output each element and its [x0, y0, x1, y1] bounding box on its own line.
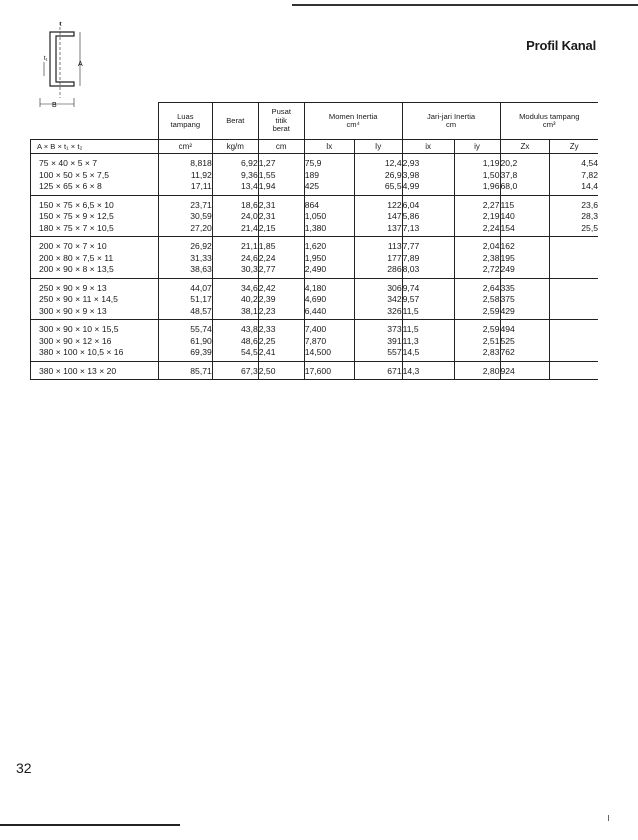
value-cell: [550, 347, 598, 361]
value-cell: 137: [354, 223, 402, 237]
table-row: [31, 237, 599, 253]
diagram-label-b: B: [52, 102, 57, 109]
value-cell: 61,90: [158, 336, 212, 348]
value-cell: 762: [500, 347, 550, 361]
table-row: [31, 170, 599, 182]
value-cell: 40,2: [212, 294, 258, 306]
value-cell: 8,03: [402, 264, 454, 278]
value-cell: 48,57: [158, 306, 212, 320]
channel-profile-table: [30, 102, 598, 380]
value-cell: 1,27: [258, 154, 304, 170]
unit-ix: Ix: [304, 140, 354, 154]
value-cell: 2,33: [258, 320, 304, 336]
value-cell: 38,63: [158, 264, 212, 278]
value-cell: [550, 253, 598, 265]
value-cell: 11,5: [402, 306, 454, 320]
value-cell: 14,5: [402, 347, 454, 361]
header-pusat: Pusat titik berat: [258, 103, 304, 140]
value-cell: 21,4: [212, 223, 258, 237]
value-cell: 7,89: [402, 253, 454, 265]
value-cell: 2,24: [258, 253, 304, 265]
value-cell: 2,25: [258, 336, 304, 348]
unit-iy: Iy: [354, 140, 402, 154]
profile-size-cell: 380 × 100 × 13 × 20: [31, 361, 159, 380]
value-cell: 14,3: [402, 361, 454, 380]
header-berat: Berat: [212, 103, 258, 140]
diagram-label-t1: t₁: [44, 56, 48, 62]
table-body: [31, 154, 599, 380]
value-cell: 2,51: [454, 336, 500, 348]
value-cell: 51,17: [158, 294, 212, 306]
table-row: [31, 320, 599, 336]
table-row: [31, 253, 599, 265]
value-cell: 48,6: [212, 336, 258, 348]
value-cell: 4,180: [304, 278, 354, 294]
edge-mark: [608, 815, 609, 821]
value-cell: 335: [500, 278, 550, 294]
table-row: [31, 306, 599, 320]
value-cell: 2,80: [454, 361, 500, 380]
table-row: [31, 336, 599, 348]
value-cell: 525: [500, 336, 550, 348]
value-cell: 9,74: [402, 278, 454, 294]
value-cell: 140: [500, 211, 550, 223]
profile-size-cell: 250 × 90 × 11 × 14,5: [31, 294, 159, 306]
value-cell: 1,19: [454, 154, 500, 170]
value-cell: 425: [304, 181, 354, 195]
value-cell: 375: [500, 294, 550, 306]
value-cell: 13,4: [212, 181, 258, 195]
value-cell: 4,690: [304, 294, 354, 306]
value-cell: 1,380: [304, 223, 354, 237]
unit-zy: Zy: [550, 140, 598, 154]
value-cell: 24,0: [212, 211, 258, 223]
value-cell: 373: [354, 320, 402, 336]
value-cell: 122: [354, 195, 402, 211]
value-cell: 2,59: [454, 306, 500, 320]
value-cell: 28,3: [550, 211, 598, 223]
diagram-label-t: t: [60, 22, 62, 28]
table-row: [31, 294, 599, 306]
unit-zx: Zx: [500, 140, 550, 154]
value-cell: 326: [354, 306, 402, 320]
header-luas: Luas tampang: [158, 103, 212, 140]
value-cell: 2,58: [454, 294, 500, 306]
value-cell: 31,33: [158, 253, 212, 265]
value-cell: 6,04: [402, 195, 454, 211]
value-cell: 2,39: [258, 294, 304, 306]
value-cell: 11,5: [402, 320, 454, 336]
value-cell: 154: [500, 223, 550, 237]
value-cell: 9,57: [402, 294, 454, 306]
table-row: [31, 181, 599, 195]
value-cell: 1,55: [258, 170, 304, 182]
value-cell: 2,93: [402, 154, 454, 170]
value-cell: 2,24: [454, 223, 500, 237]
value-cell: 1,950: [304, 253, 354, 265]
bottom-rule: [0, 824, 180, 826]
value-cell: 26,9: [354, 170, 402, 182]
profile-size-cell: 200 × 90 × 8 × 13,5: [31, 264, 159, 278]
table-row: [31, 264, 599, 278]
value-cell: 342: [354, 294, 402, 306]
unit-rx: ix: [402, 140, 454, 154]
value-cell: 2,15: [258, 223, 304, 237]
value-cell: 671: [354, 361, 402, 380]
value-cell: 20,2: [500, 154, 550, 170]
value-cell: 14,500: [304, 347, 354, 361]
value-cell: 2,38: [454, 253, 500, 265]
profile-size-cell: 75 × 40 × 5 × 7: [31, 154, 159, 170]
value-cell: 55,74: [158, 320, 212, 336]
value-cell: 38,1: [212, 306, 258, 320]
value-cell: 65,5: [354, 181, 402, 195]
value-cell: 195: [500, 253, 550, 265]
value-cell: 85,71: [158, 361, 212, 380]
value-cell: 306: [354, 278, 402, 294]
value-cell: 26,92: [158, 237, 212, 253]
value-cell: 2,31: [258, 211, 304, 223]
value-cell: 6,92: [212, 154, 258, 170]
value-cell: 249: [500, 264, 550, 278]
units-row: [31, 140, 599, 154]
value-cell: 30,3: [212, 264, 258, 278]
value-cell: 2,27: [454, 195, 500, 211]
value-cell: 557: [354, 347, 402, 361]
value-cell: 21,1: [212, 237, 258, 253]
value-cell: 34,6: [212, 278, 258, 294]
value-cell: 2,23: [258, 306, 304, 320]
profile-size-cell: 100 × 50 × 5 × 7,5: [31, 170, 159, 182]
value-cell: 2,77: [258, 264, 304, 278]
value-cell: 75,9: [304, 154, 354, 170]
value-cell: 1,96: [454, 181, 500, 195]
profile-size-cell: 300 × 90 × 9 × 13: [31, 306, 159, 320]
header-modulus: Modulus tampang cm³: [500, 103, 598, 140]
profile-size-cell: 250 × 90 × 9 × 13: [31, 278, 159, 294]
value-cell: [550, 264, 598, 278]
value-cell: 6,440: [304, 306, 354, 320]
value-cell: 14,4: [550, 181, 598, 195]
value-cell: 4,54: [550, 154, 598, 170]
value-cell: 23,6: [550, 195, 598, 211]
value-cell: 69,39: [158, 347, 212, 361]
value-cell: 177: [354, 253, 402, 265]
table-row: [31, 361, 599, 380]
unit-luas: cm²: [158, 140, 212, 154]
value-cell: 7,870: [304, 336, 354, 348]
unit-dim: A × B × t₁ × t₂: [31, 140, 159, 154]
value-cell: 1,050: [304, 211, 354, 223]
profile-size-cell: 150 × 75 × 6,5 × 10: [31, 195, 159, 211]
value-cell: [550, 237, 598, 253]
value-cell: 2,50: [258, 361, 304, 380]
table-row: [31, 195, 599, 211]
value-cell: 2,42: [258, 278, 304, 294]
value-cell: 30,59: [158, 211, 212, 223]
value-cell: [550, 278, 598, 294]
value-cell: 2,490: [304, 264, 354, 278]
value-cell: 9,36: [212, 170, 258, 182]
table-row: [31, 278, 599, 294]
value-cell: 11,92: [158, 170, 212, 182]
value-cell: 2,59: [454, 320, 500, 336]
value-cell: 286: [354, 264, 402, 278]
value-cell: 17,600: [304, 361, 354, 380]
value-cell: 67,3: [212, 361, 258, 380]
value-cell: 162: [500, 237, 550, 253]
value-cell: [550, 336, 598, 348]
profile-size-cell: 200 × 70 × 7 × 10: [31, 237, 159, 253]
value-cell: 2,41: [258, 347, 304, 361]
value-cell: 11,3: [402, 336, 454, 348]
unit-berat: kg/m: [212, 140, 258, 154]
value-cell: 113: [354, 237, 402, 253]
header-jari: Jari-jari Inertia cm: [402, 103, 500, 140]
table-row: [31, 154, 599, 170]
value-cell: 189: [304, 170, 354, 182]
value-cell: 924: [500, 361, 550, 380]
profile-size-cell: 150 × 75 × 9 × 12,5: [31, 211, 159, 223]
header-row: [31, 103, 599, 140]
value-cell: 7,82: [550, 170, 598, 182]
profile-size-cell: 180 × 75 × 7 × 10,5: [31, 223, 159, 237]
value-cell: 68,0: [500, 181, 550, 195]
value-cell: 7,400: [304, 320, 354, 336]
diagram-label-a: A: [78, 61, 83, 68]
value-cell: 7,77: [402, 237, 454, 253]
value-cell: 18,6: [212, 195, 258, 211]
value-cell: 115: [500, 195, 550, 211]
value-cell: 7,13: [402, 223, 454, 237]
value-cell: 23,71: [158, 195, 212, 211]
value-cell: 12,4: [354, 154, 402, 170]
table-row: [31, 223, 599, 237]
unit-pusat: cm: [258, 140, 304, 154]
value-cell: 391: [354, 336, 402, 348]
value-cell: 5,86: [402, 211, 454, 223]
value-cell: 24,6: [212, 253, 258, 265]
header-momen: Momen Inertia cm⁴: [304, 103, 402, 140]
value-cell: 17,11: [158, 181, 212, 195]
value-cell: 2,83: [454, 347, 500, 361]
value-cell: 37,8: [500, 170, 550, 182]
value-cell: [550, 306, 598, 320]
value-cell: 494: [500, 320, 550, 336]
page-number: 32: [16, 760, 32, 776]
value-cell: [550, 361, 598, 380]
value-cell: 2,04: [454, 237, 500, 253]
table-row: [31, 347, 599, 361]
page-title: Profil Kanal: [526, 38, 596, 53]
value-cell: 4,99: [402, 181, 454, 195]
header-blank: [31, 103, 159, 140]
value-cell: 54,5: [212, 347, 258, 361]
table-row: [31, 211, 599, 223]
profile-size-cell: 380 × 100 × 10,5 × 16: [31, 347, 159, 361]
value-cell: 27,20: [158, 223, 212, 237]
value-cell: 2,19: [454, 211, 500, 223]
value-cell: 1,620: [304, 237, 354, 253]
value-cell: 43,8: [212, 320, 258, 336]
value-cell: 2,31: [258, 195, 304, 211]
profile-size-cell: 300 × 90 × 12 × 16: [31, 336, 159, 348]
value-cell: 1,94: [258, 181, 304, 195]
top-rule: [292, 4, 638, 6]
profile-size-cell: 200 × 80 × 7,5 × 11: [31, 253, 159, 265]
value-cell: 1,85: [258, 237, 304, 253]
profile-size-cell: 125 × 65 × 6 × 8: [31, 181, 159, 195]
unit-ry: iy: [454, 140, 500, 154]
value-cell: 1,50: [454, 170, 500, 182]
value-cell: 429: [500, 306, 550, 320]
value-cell: 2,72: [454, 264, 500, 278]
profile-size-cell: 300 × 90 × 10 × 15,5: [31, 320, 159, 336]
value-cell: 2,64: [454, 278, 500, 294]
value-cell: 8,818: [158, 154, 212, 170]
value-cell: 44,07: [158, 278, 212, 294]
value-cell: [550, 320, 598, 336]
value-cell: 147: [354, 211, 402, 223]
value-cell: 3,98: [402, 170, 454, 182]
channel-profile-diagram: [30, 14, 100, 109]
value-cell: 864: [304, 195, 354, 211]
value-cell: 25,5: [550, 223, 598, 237]
value-cell: [550, 294, 598, 306]
